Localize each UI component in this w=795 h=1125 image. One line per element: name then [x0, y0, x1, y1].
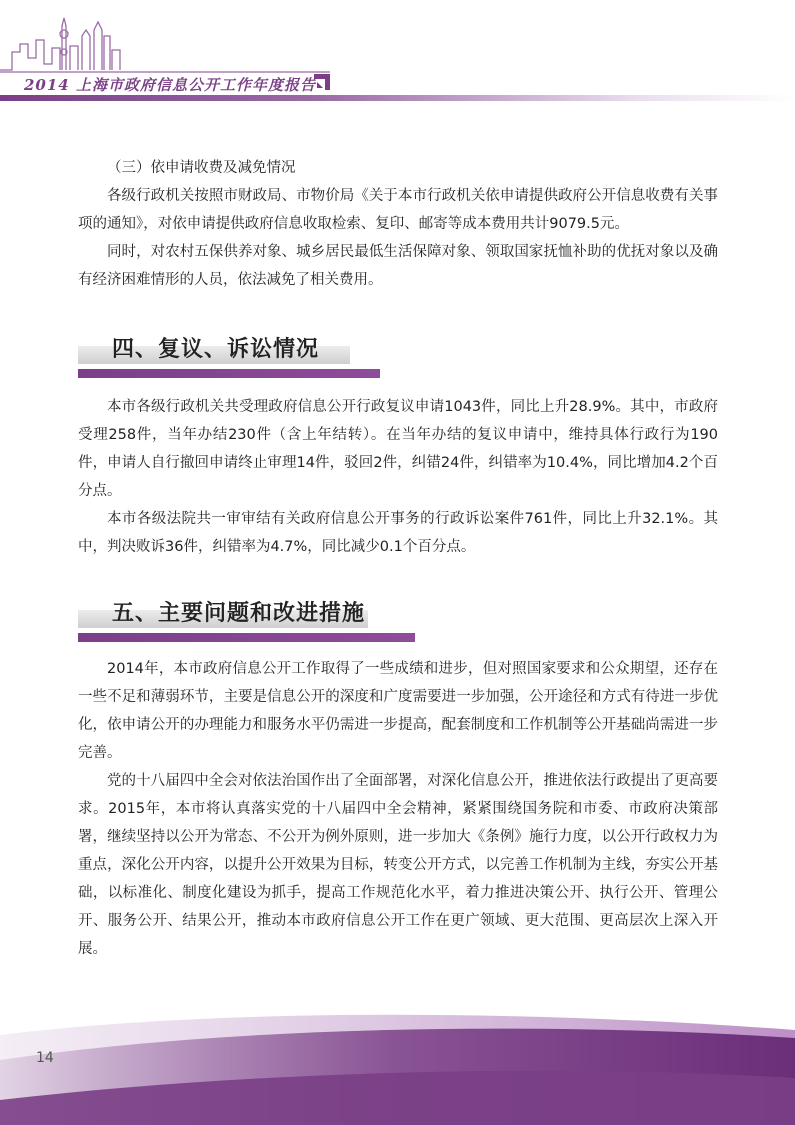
- paragraph: 党的十八届四中全会对依法治国作出了全面部署，对深化信息公开，推进依法行政提出了更高要求。2015年，本市将认真落实党的十八届四中全会精神，紧紧围绕国务院和市委、市政府决策部署，继续坚持以公开为常态、不公开为例外原则，进一步加大《条例》施行力度，以公开行政权力为重点，深化公开内容，以提升公开效果为目标，转变公开方式，以完善工作机制为主线，夯实公开基础，以标准化、制度化建设为抓手，提高工作规范化水平，着力推进决策公开、执行公开、管理公开、服务公开、结果公开，推动本市政府信息公开工作在更广领域、更大范围、更高层次上深入开展。: [78, 773, 718, 957]
- section-4-body: [78, 393, 718, 561]
- header-rule: [0, 95, 795, 101]
- page-number: 14: [36, 1050, 54, 1066]
- paragraph: 各级行政机关按照市财政局、市物价局《关于本市行政机关依申请提供政府公开信息收费有关事项的通知》，对依申请提供政府信息收取检索、复印、邮寄等成本费用共计9079.5元。: [78, 188, 718, 232]
- section-heading-5: [78, 596, 415, 642]
- paragraph: 2014年，本市政府信息公开工作取得了一些成绩和进步，但对照国家要求和公众期望，还存在一些不足和薄弱环节，主要是信息公开的深度和广度需要进一步加强，公开途径和方式有待进一步优化，依申请公开的办理能力和服务水平仍需进一步提高，配套制度和工作机制等公开基础尚需进一步完善。: [78, 661, 718, 761]
- fee-subsection: [78, 154, 718, 294]
- paragraph: 本市各级法院共一审审结有关政府信息公开事务的行政诉讼案件761件，同比上升32.1%。其中，判决败诉36件，纠错率为4.7%，同比减少0.1个百分点。: [78, 511, 718, 555]
- footer-swoosh: [0, 990, 795, 1125]
- section-heading-4: [78, 332, 380, 378]
- page-header: [0, 0, 795, 110]
- paragraph: 本市各级行政机关共受理政府信息公开行政复议申请1043件，同比上升28.9%。其中，市政府受理258件，当年办结230件（含上年结转）。在当年办结的复议申请中，维持具体行政行为190件，申请人自行撤回申请终止审理14件，驳回2件，纠错24件，纠错率为10.4%，同比增加4.2个百分点。: [78, 399, 718, 499]
- heading-underline: [78, 369, 380, 378]
- section-title: 五、主要问题和改进措施: [112, 601, 366, 626]
- corner-arrow-icon: [314, 74, 330, 90]
- report-title: 2014 上海市政府信息公开工作年度报告: [24, 76, 316, 94]
- paragraph: 同时，对农村五保供养对象、城乡居民最低生活保障对象、领取国家抚恤补助的优抚对象以及确有经济困难情形的人员，依法减免了相关费用。: [78, 244, 718, 288]
- section-5-body: [78, 655, 718, 963]
- heading-underline: [78, 633, 415, 642]
- section-title: 四、复议、诉讼情况: [112, 337, 320, 362]
- subsection-heading: （三）依申请收费及减免情况: [107, 160, 296, 176]
